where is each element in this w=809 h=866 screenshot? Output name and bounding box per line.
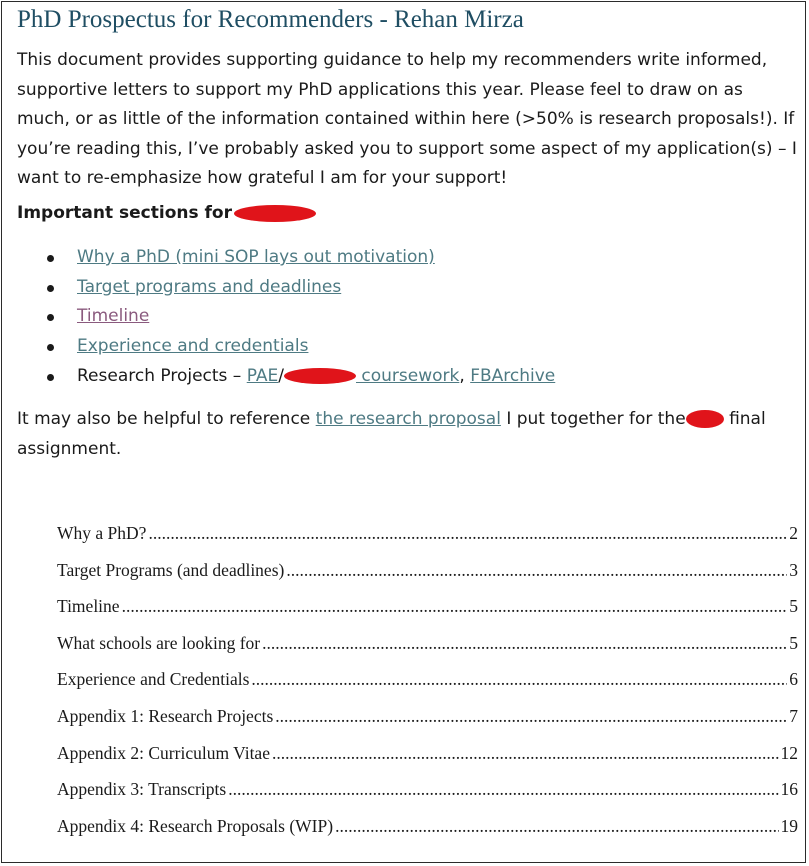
important-sections-heading: [17, 203, 316, 223]
toc-title: What schools are looking for: [57, 632, 261, 653]
important-sections-label: Important sections for: [17, 203, 232, 223]
toc-entry[interactable]: [57, 735, 798, 772]
toc-page-number: 3: [789, 559, 798, 580]
toc-leader: [272, 735, 779, 772]
reference-text-after: final assignment.: [17, 409, 766, 459]
document-page: [1, 1, 806, 863]
toc-title: Appendix 3: Transcripts: [57, 779, 227, 800]
toc-page-number: 12: [780, 742, 798, 763]
toc-entry[interactable]: [57, 661, 798, 698]
toc-page-number: 7: [789, 705, 798, 726]
reference-text-before: It may also be helpful to reference: [17, 409, 316, 429]
bullet-icon: [47, 285, 54, 292]
link-fbarchive[interactable]: FBArchive: [470, 365, 556, 386]
toc-page-number: 16: [780, 779, 798, 800]
list-item: [2, 243, 802, 273]
reference-text-middle: I put together for the: [500, 409, 686, 429]
toc-title: Appendix 4: Research Proposals (WIP): [57, 815, 334, 836]
toc-entry[interactable]: [57, 625, 798, 662]
bullet-icon: [47, 314, 54, 321]
redaction-mark: [686, 410, 724, 428]
table-of-contents: [57, 515, 798, 844]
toc-leader: [228, 771, 778, 808]
list-item: [2, 273, 802, 303]
toc-leader: [148, 515, 787, 552]
toc-title: Why a PhD?: [57, 523, 147, 543]
toc-leader: [262, 625, 787, 662]
toc-leader: [275, 698, 787, 735]
toc-leader: [335, 808, 778, 845]
link-coursework[interactable]: coursework: [356, 365, 460, 386]
link-pae[interactable]: PAE: [246, 365, 279, 386]
reference-paragraph: [17, 405, 797, 464]
toc-leader: [122, 588, 788, 625]
link-target-programs[interactable]: Target programs and deadlines: [77, 276, 342, 297]
bullet-icon: [47, 255, 54, 262]
toc-page-number: 2: [789, 523, 798, 543]
toc-title: Appendix 1: Research Projects: [57, 705, 274, 726]
link-experience[interactable]: Experience and credentials: [77, 336, 309, 357]
toc-page-number: 19: [780, 815, 798, 836]
important-sections-list: [2, 243, 802, 391]
link-research-proposal[interactable]: the research proposal: [315, 409, 501, 429]
document-title: PhD Prospectus for Recommenders - Rehan Mirza: [17, 6, 524, 33]
bullet-icon: [47, 374, 54, 381]
toc-page-number: 5: [789, 632, 798, 653]
list-item: [2, 332, 802, 362]
toc-entry[interactable]: [57, 771, 798, 808]
toc-page-number: 5: [789, 596, 798, 617]
toc-entry[interactable]: [57, 808, 798, 845]
intro-paragraph: This document provides supporting guidance to help my recommenders write informed, supportive letters to support my PhD applications this year. Please feel to draw on as much, or as little of the information contained within here (>50% is research proposals!). If you’re reading this, I’ve probably asked you to support some aspect of my application(s) – I want to re-emphasize how grateful I am for your support!: [17, 50, 797, 188]
toc-entry[interactable]: [57, 515, 798, 552]
link-why-a-phd[interactable]: Why a PhD (mini SOP lays out motivation): [77, 247, 435, 267]
link-timeline[interactable]: Timeline: [77, 306, 150, 327]
toc-entry[interactable]: [57, 552, 798, 589]
toc-entry[interactable]: [57, 698, 798, 735]
toc-leader: [251, 661, 787, 698]
list-item: [2, 302, 802, 332]
list-item: [2, 362, 802, 392]
slash-separator: /: [278, 365, 284, 386]
redaction-mark: [284, 368, 356, 384]
toc-page-number: 6: [789, 669, 798, 690]
research-projects-label: Research Projects –: [77, 365, 247, 386]
comma-separator: ,: [459, 365, 471, 386]
toc-entry[interactable]: [57, 588, 798, 625]
toc-title: Appendix 2: Curriculum Vitae: [57, 742, 270, 763]
redaction-mark: [234, 205, 316, 222]
toc-title: Timeline: [57, 596, 120, 617]
bullet-icon: [47, 344, 54, 351]
toc-title: Experience and Credentials: [57, 669, 250, 690]
toc-leader: [286, 552, 787, 589]
toc-title: Target Programs (and deadlines): [57, 559, 285, 580]
